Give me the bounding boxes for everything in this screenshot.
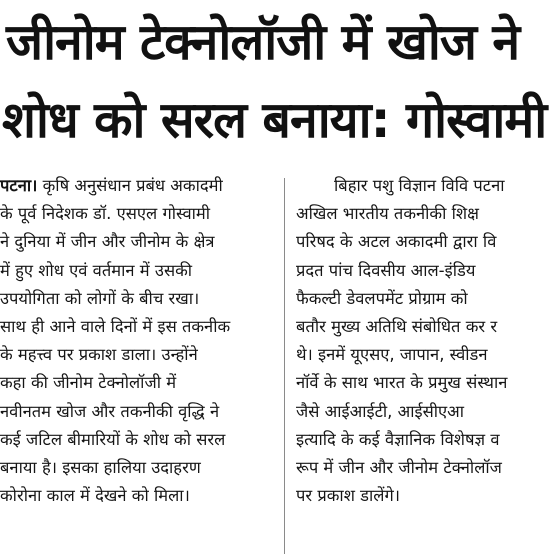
article-line: कहा की जीनोम टेक्नोलॉजी में [0, 373, 177, 393]
article-line: ने दुनिया में जीन और जीनोम के क्षेत्र [0, 232, 215, 252]
headline-line-1: जीनोम टेक्नोलॉजी में खोज ने [6, 13, 520, 71]
headline-line-2: शोध को सरल बनाया: गोस्वामी [2, 91, 547, 149]
article-line: बिहार पशु विज्ञान विवि पटना [334, 176, 505, 195]
article-line [0, 172, 272, 200]
article-line: के पूर्व निदेशक डॉ. एसएल गोस्वामी [0, 204, 211, 224]
article-line: थे। इनमें यूएसए, जापान, स्वीडन [296, 345, 488, 365]
article-line: नॉर्वे के साथ भारत के प्रमुख संस्थान [296, 373, 508, 393]
article-line: रूप में जीन और जीनोम टेक्नोलॉज [296, 458, 502, 478]
article-column-right [296, 172, 560, 510]
article-line: बनाया है। इसका हालिया उदाहरण [0, 458, 201, 478]
article-body [0, 172, 560, 560]
article-line: कोरोना काल में देखने को मिला। [0, 486, 190, 506]
article-line: प्रदत पांच दिवसीय आल-इंडिय [296, 260, 476, 280]
headline [0, 0, 560, 170]
article-line: परिषद के अटल अकादमी द्वारा वि [296, 232, 497, 252]
article-line: के महत्त्व पर प्रकाश डाला। उन्होंने [0, 345, 198, 365]
article-line-text: कृषि अनुसंधान प्रबंध अकादमी [42, 176, 223, 195]
article-line: जैसे आईआईटी, आईसीएआ [296, 401, 465, 421]
article-column-left [0, 172, 272, 510]
article-line: उपयोगिता को लोगों के बीच रखा। [0, 288, 200, 308]
article-line: इत्यादि के कई वैज्ञानिक विशेषज्ञ व [296, 429, 500, 449]
dateline: पटना। [0, 176, 38, 195]
article-line: नवीनतम खोज और तकनीकी वृद्धि ने [0, 401, 220, 421]
article-line: पर प्रकाश डालेंगे। [296, 486, 400, 506]
article-line: बतौर मुख्य अतिथि संबोधित कर र [296, 317, 498, 337]
article-line: साथ ही आने वाले दिनों में इस तकनीक [0, 317, 231, 337]
article-line: में हुए शोध एवं वर्तमान में उसकी [0, 260, 193, 280]
article-line: अखिल भारतीय तकनीकी शिक्ष [296, 204, 479, 224]
article-line: कई जटिल बीमारियों के शोध को सरल [0, 429, 226, 449]
article-line: फैकल्टी डेवलपमेंट प्रोग्राम को [296, 288, 468, 308]
column-divider [284, 178, 285, 554]
